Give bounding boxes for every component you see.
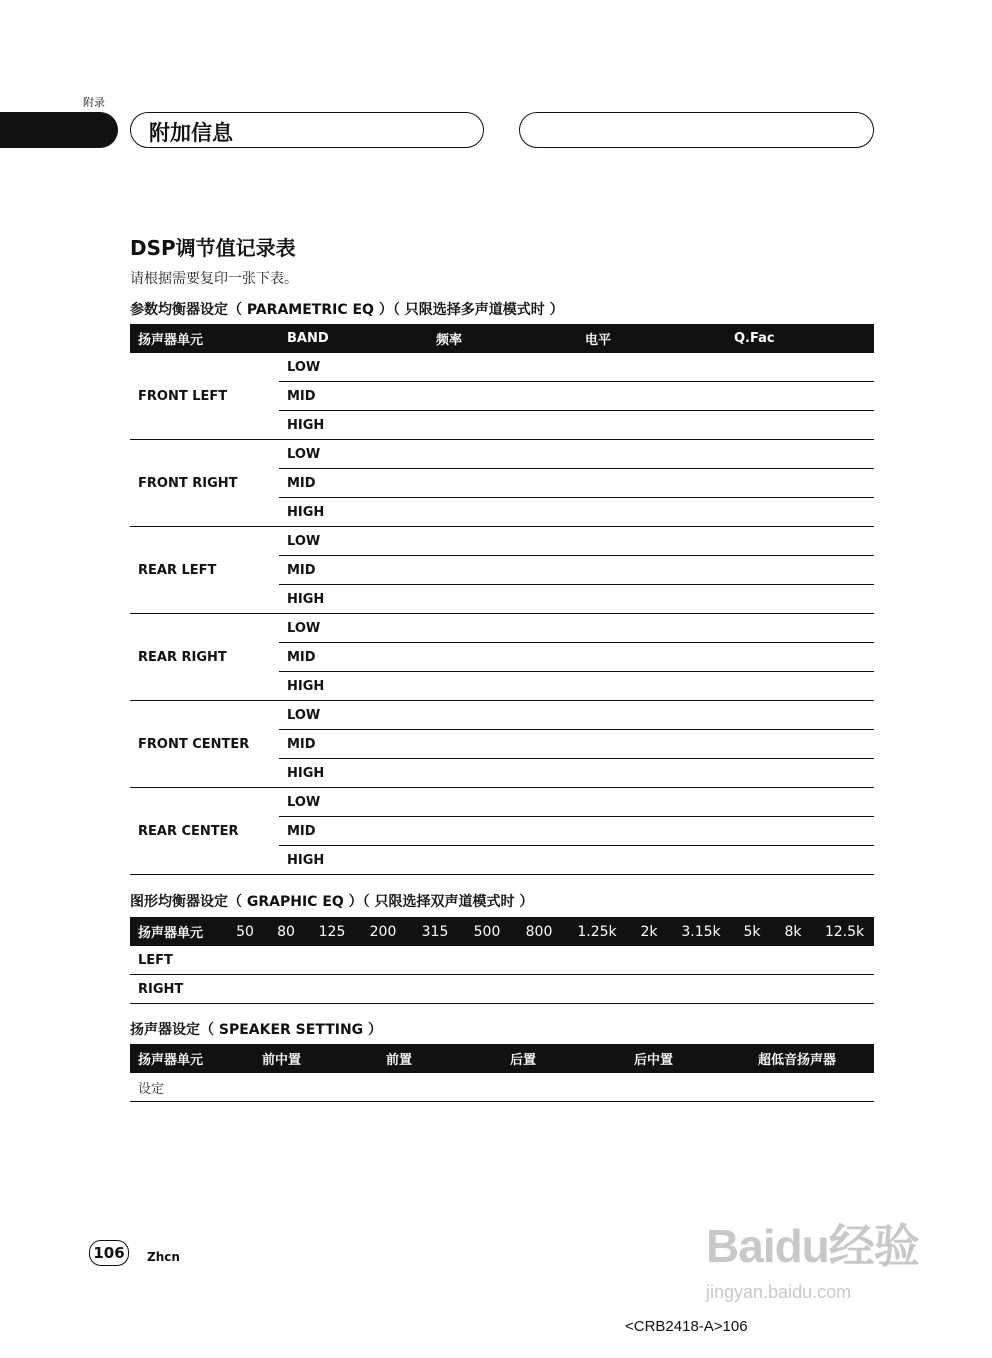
table-cell [428,672,577,701]
column-header: Q.Fac [726,324,874,353]
table-cell [577,353,726,382]
table-cell [577,411,726,440]
column-header: BAND [279,324,428,353]
column-header: 315 [409,917,461,946]
band-label: HIGH [279,411,428,440]
table-cell [378,1073,502,1102]
column-header: 500 [461,917,513,946]
table-cell [577,527,726,556]
table-cell [428,353,577,382]
table-cell [726,817,874,846]
section-label: 附录 [83,96,105,109]
table-row [130,1073,874,1102]
column-header: 200 [357,917,409,946]
band-label: HIGH [279,585,428,614]
column-header: 频率 [428,324,577,353]
table-cell [265,946,307,975]
table-row [130,788,874,817]
band-label: MID [279,556,428,585]
column-header: 2k [629,917,669,946]
table-cell [577,701,726,730]
page-title: 附加信息 [149,121,233,145]
column-header: 5k [733,917,771,946]
band-label: HIGH [279,672,428,701]
table-cell [428,527,577,556]
band-label: LOW [279,527,428,556]
table-cell [428,817,577,846]
table-cell [577,759,726,788]
row-label: 设定 [130,1073,254,1102]
table-cell [357,946,409,975]
table-cell [428,556,577,585]
table-row [130,701,874,730]
watermark-brand: Baidu经验 [706,1220,919,1272]
band-label: MID [279,469,428,498]
table-cell [726,382,874,411]
band-label: LOW [279,353,428,382]
column-header: 50 [225,917,265,946]
column-header: 后中置 [626,1044,750,1073]
table-cell [428,411,577,440]
table-cell [307,975,357,1004]
table-cell [771,975,815,1004]
language-code: Zhcn [147,1250,180,1264]
column-header: 扬声器单元 [130,324,279,353]
table-cell [428,788,577,817]
band-label: LOW [279,614,428,643]
table-cell [409,975,461,1004]
table-cell [577,788,726,817]
column-header: 125 [307,917,357,946]
document-code: <CRB2418-A>106 [625,1318,748,1335]
table-cell [428,585,577,614]
band-label: MID [279,643,428,672]
table-cell [577,469,726,498]
title-box [130,112,484,148]
table-cell [577,614,726,643]
table-cell [428,701,577,730]
column-header: 扬声器单元 [130,1044,254,1073]
column-header: 800 [513,917,565,946]
page-number: 106 [89,1240,129,1266]
speaker-label: REAR CENTER [130,788,279,875]
table-cell [577,672,726,701]
table-cell [726,730,874,759]
table-cell [669,975,733,1004]
table-cell [428,440,577,469]
table-cell [726,643,874,672]
table-cell [461,946,513,975]
table-cell [428,846,577,875]
band-label: HIGH [279,498,428,527]
table-row [130,353,874,382]
speaker-label: FRONT RIGHT [130,440,279,527]
doc-heading: DSP调节值记录表 [130,236,296,260]
column-header: 8k [771,917,815,946]
column-header: 前置 [378,1044,502,1073]
table-cell [726,759,874,788]
table-cell [513,975,565,1004]
channel-label: RIGHT [130,975,225,1004]
table-cell [428,759,577,788]
speaker-setting-table [130,1044,874,1102]
table-cell [577,817,726,846]
table-cell [815,946,874,975]
column-header: 后置 [502,1044,626,1073]
table-cell [577,846,726,875]
table-cell [225,975,265,1004]
blank-header-box [519,112,874,148]
column-header: 前中置 [254,1044,378,1073]
table-cell [726,440,874,469]
table-cell [726,614,874,643]
table-cell [461,975,513,1004]
table-cell [265,975,307,1004]
watermark-url: jingyan.baidu.com [706,1282,852,1302]
band-label: LOW [279,701,428,730]
table-cell [669,946,733,975]
table-cell [307,946,357,975]
table-cell [428,382,577,411]
table-cell [629,946,669,975]
table-cell [428,498,577,527]
table-cell [565,946,629,975]
parametric-caption: 参数均衡器设定（ PARAMETRIC EQ ）（ 只限选择多声道模式时 ） [130,302,564,318]
speaker-label: FRONT CENTER [130,701,279,788]
table-cell [733,975,771,1004]
table-cell [409,946,461,975]
table-cell [577,498,726,527]
channel-label: LEFT [130,946,225,975]
table-cell [577,585,726,614]
watermark [706,1210,919,1302]
table-cell [577,556,726,585]
band-label: LOW [279,440,428,469]
speaker-label: REAR LEFT [130,527,279,614]
column-header: 扬声器单元 [130,917,225,946]
table-cell [428,614,577,643]
table-cell [254,1073,378,1102]
band-label: MID [279,382,428,411]
table-cell [726,353,874,382]
table-cell [577,643,726,672]
table-cell [815,975,874,1004]
table-cell [513,946,565,975]
graphic-caption: 图形均衡器设定（ GRAPHIC EQ ）（ 只限选择双声道模式时 ） [130,894,534,910]
table-cell [577,382,726,411]
table-cell [225,946,265,975]
table-cell [726,585,874,614]
table-cell [733,946,771,975]
doc-subtitle: 请根据需要复印一张下表。 [130,271,298,287]
column-header: 超低音扬声器 [750,1044,874,1073]
column-header: 1.25k [565,917,629,946]
table-row [130,440,874,469]
table-cell [357,975,409,1004]
table-cell [726,788,874,817]
table-cell [577,730,726,759]
table-cell [771,946,815,975]
table-row [130,975,874,1004]
table-row [130,527,874,556]
table-cell [502,1073,626,1102]
table-row [130,614,874,643]
speaker-label: REAR RIGHT [130,614,279,701]
band-label: HIGH [279,846,428,875]
parametric-eq-table [130,324,874,875]
column-header: 80 [265,917,307,946]
band-label: LOW [279,788,428,817]
table-cell [726,527,874,556]
column-header: 12.5k [815,917,874,946]
column-header: 电平 [577,324,726,353]
column-header: 3.15k [669,917,733,946]
table-cell [726,846,874,875]
graphic-eq-table [130,917,874,1004]
table-cell [726,469,874,498]
table-cell [726,556,874,585]
table-cell [428,730,577,759]
table-cell [428,469,577,498]
table-cell [726,701,874,730]
table-cell [626,1073,750,1102]
table-cell [726,672,874,701]
section-tab [0,112,118,148]
band-label: MID [279,817,428,846]
speaker-setting-caption: 扬声器设定（ SPEAKER SETTING ） [130,1022,383,1038]
table-cell [726,498,874,527]
table-cell [577,440,726,469]
band-label: HIGH [279,759,428,788]
table-row [130,946,874,975]
table-cell [629,975,669,1004]
table-cell [726,411,874,440]
table-cell [750,1073,874,1102]
table-cell [565,975,629,1004]
speaker-label: FRONT LEFT [130,353,279,440]
table-cell [428,643,577,672]
band-label: MID [279,730,428,759]
